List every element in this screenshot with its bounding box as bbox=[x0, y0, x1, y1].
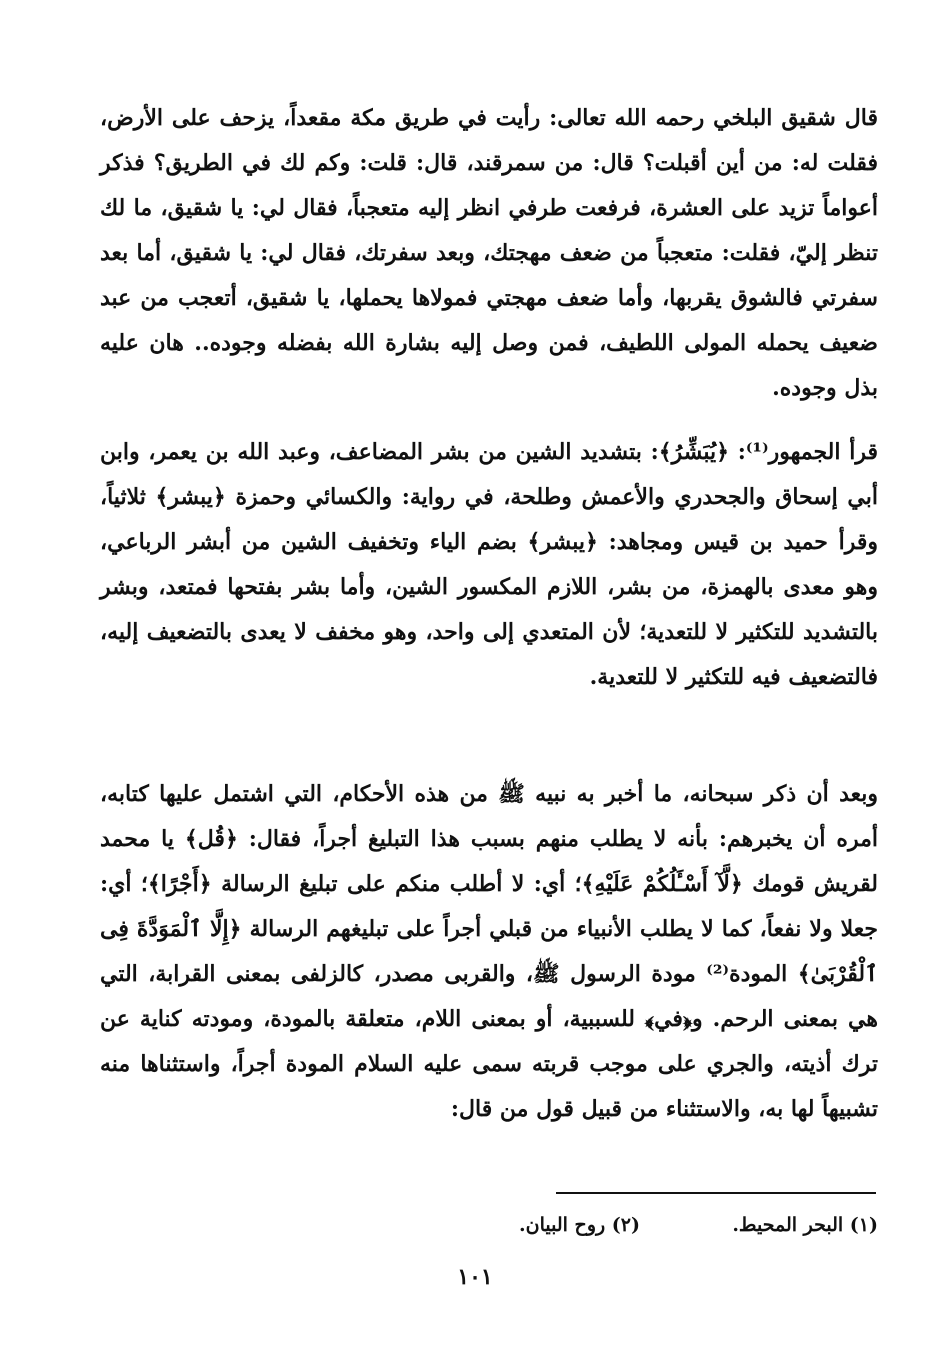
footnote-divider bbox=[556, 1192, 876, 1194]
paragraph-readings-yubashiru: قرأ الجمهور⁽¹⁾: ﴿يُبَشِّرُ﴾: بتشديد الشين من بشر المضاعف، وعبد الله بن يعمر، وابن أبي إسحاق والجحدري والأعمش وطلحة، في رواية: والكسائي وحمزة ﴿يبشر﴾ ثلاثياً، وقرأ حميد بن قيس ومجاهد: ﴿يبشر﴾ بضم الياء وتخفيف الشين من أبشر الرباعي، وهو معدى بالهمزة، من بشر، اللازم المكسور الشين، وأما بشر بفتحها فمتعد، وبشر بالتشديد للتكثير لا للتعدية؛ لأن المتعدي إلى واحد، وهو مخفف لا يعدى بالتضعيف إليه، فالتضعيف فيه للتكثير لا للتعدية. bbox=[100, 439, 878, 690]
footnote-1: (١) البحر المحيط. bbox=[732, 1214, 878, 1236]
footnote-2: (٢) روح البيان. bbox=[519, 1214, 640, 1236]
paragraph-shaqiq-story: قال شقيق البلخي رحمه الله تعالى: رأيت في طريق مكة مقعداً، يزحف على الأرض، فقلت له: من أين أقبلت؟ قال: من سمرقند، قال: قلت: وكم لك في الطريق؟ فذكر أعواماً تزيد على العشرة، فرفعت طرفي انظر إليه متعجباً، فقال لي: يا شقيق، ما لك تنظر إليّ، فقلت: متعجباً من ضعف مهجتك، وبعد سفرتك، فقال لي: يا شقيق، أما بعد سفرتي فالشوق يقربها، وأما ضعف مهجتي فمولاها يحملها، يا شقيق، أتعجب من عبد ضعيف يحمله المولى اللطيف، فمن وصل إليه بشارة الله بفضله وجوده.. هان عليه بذل وجوده. bbox=[100, 105, 878, 401]
page-number: ١٠١ bbox=[457, 1264, 493, 1290]
footnotes bbox=[300, 1210, 878, 1240]
paragraph-mawadda-qurba: وبعد أن ذكر سبحانه، ما أخبر به نبيه ﷺ من هذه الأحكام، التي اشتمل عليها كتابه، أمره أن يخبرهم: بأنه لا يطلب منهم بسبب هذا التبليغ أجراً، فقال: ﴿قُل﴾ يا محمد لقريش قومك ﴿لَّآ أَسْـَٔلُكُمْ عَلَيْهِ﴾؛ أي: لا أطلب منكم على تبليغ الرسالة ﴿أَجْرًا﴾؛ أي: جعلا ولا نفعاً، كما لا يطلب الأنبياء من قبلي أجراً على تبليغهم الرسالة ﴿إِلَّا ٱلْمَوَدَّةَ فِى ٱلْقُرْبَىٰ﴾ المودة⁽²⁾ مودة الرسول ﷺ، والقربى مصدر، كالزلفى بمعنى القرابة، التي هي بمعنى الرحم. و﴿في﴾ للسببية، أو بمعنى اللام، متعلقة بالمودة، ومودته كناية عن ترك أذيته، والجري على موجب قربته سمى عليه السلام المودة أجراً، واستثناها منه تشبيهاً لها به، والاستثناء من قبيل قول من قال: bbox=[100, 781, 879, 1122]
